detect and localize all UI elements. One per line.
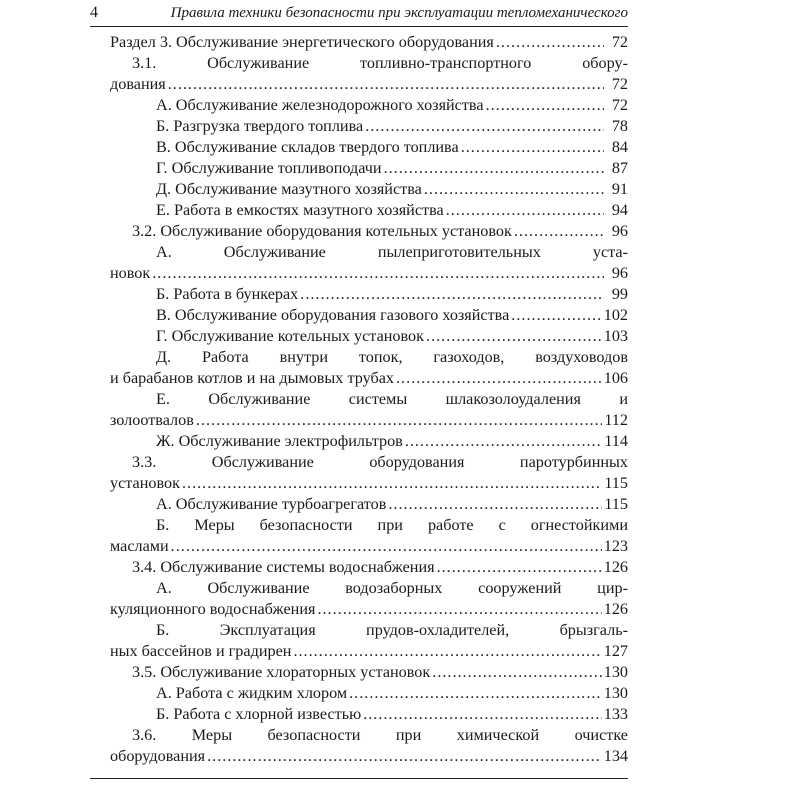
toc-entry-text: А. Обслуживание водозаборных сооружений цир- — [156, 579, 628, 597]
toc-entry-text: дования — [110, 75, 166, 93]
toc-entry — [156, 179, 628, 199]
toc-entry-page: 96 — [611, 222, 628, 240]
toc-entry-page: 130 — [603, 684, 628, 702]
toc-entry-page: 127 — [603, 642, 628, 660]
toc-entry — [156, 284, 628, 304]
toc-entry-page: 96 — [611, 264, 628, 282]
leader-dots — [300, 284, 604, 304]
toc-entry-text: В. Обслуживание складов твердого топлива — [156, 138, 459, 156]
toc-entry-page: 106 — [603, 369, 628, 387]
toc-entry-page: 87 — [611, 159, 628, 177]
toc-entry-text: Б. Работа с хлорной известью — [156, 705, 362, 723]
toc-entry-text: Ж. Обслуживание электрофильтров — [156, 432, 403, 450]
toc-entry-text: Б. Эксплуатация прудов-охладителей, брызгаль- — [156, 621, 628, 639]
toc-entry-page: 130 — [603, 663, 628, 681]
toc-entry-page: 126 — [603, 558, 628, 576]
toc-entry — [110, 74, 628, 94]
toc-entry-text: Раздел 3. Обслуживание энергетического оборудования — [110, 33, 494, 51]
toc-entry — [156, 95, 628, 115]
toc-entry-text: 3.4. Обслуживание системы водоснабжения — [132, 558, 435, 576]
toc-entry-page: 126 — [603, 600, 628, 618]
bottom-divider — [90, 778, 628, 779]
toc-entry — [156, 158, 628, 178]
toc-entry-text: А. Обслуживание турбоагрегатов — [156, 495, 387, 513]
leader-dots — [405, 431, 603, 451]
leader-dots — [424, 179, 604, 199]
toc-entry-text: А. Обслуживание пылеприготовительных уста- — [156, 243, 628, 261]
toc-entry — [110, 641, 628, 661]
leader-dots — [171, 536, 602, 556]
leader-dots — [446, 200, 604, 220]
toc-entry-text: золоотвалов — [110, 411, 194, 429]
toc-entry-page: 84 — [611, 138, 628, 156]
leader-dots — [426, 326, 602, 346]
toc-entry — [156, 515, 628, 535]
toc-entry-text: ных бассейнов и градирен — [110, 642, 292, 660]
toc-entry — [132, 662, 628, 682]
toc-entry — [156, 305, 628, 325]
toc-entry-text: А. Обслуживание железнодорожного хозяйства — [156, 96, 484, 114]
toc-entry — [132, 221, 628, 241]
leader-dots — [486, 95, 604, 115]
toc-entry-page: 72 — [611, 96, 628, 114]
leader-dots — [168, 74, 604, 94]
leader-dots — [461, 137, 604, 157]
toc-entry — [110, 410, 628, 430]
page-header — [90, 2, 628, 27]
leader-dots — [432, 662, 601, 682]
toc-entry — [156, 494, 628, 514]
toc-entry-text: Г. Обслуживание котельных установок — [156, 327, 425, 345]
leader-dots — [388, 494, 602, 514]
toc-entry — [156, 326, 628, 346]
toc-entry-text: новок — [110, 264, 151, 282]
toc-entry — [110, 368, 628, 388]
toc-entry-page: 115 — [604, 474, 628, 492]
toc-entry-text: Б. Меры безопасности при работе с огнестойкими — [156, 516, 628, 534]
toc-entry — [156, 242, 628, 262]
toc-entry — [156, 620, 628, 640]
toc-entry-page: 134 — [603, 747, 628, 765]
toc-entry — [156, 704, 628, 724]
toc-entry — [110, 746, 628, 766]
toc-entry — [156, 116, 628, 136]
leader-dots — [437, 557, 602, 577]
leader-dots — [293, 641, 601, 661]
leader-dots — [384, 158, 604, 178]
toc-entry — [110, 263, 628, 283]
toc-entry-page: 123 — [603, 537, 628, 555]
toc-entry — [132, 53, 628, 73]
leader-dots — [363, 704, 602, 724]
leader-dots — [207, 746, 602, 766]
toc-entry-page: 99 — [611, 285, 628, 303]
toc-entry-page: 91 — [611, 180, 628, 198]
toc-entry-page: 94 — [611, 201, 628, 219]
leader-dots — [396, 368, 602, 388]
page-number: 4 — [90, 4, 98, 21]
toc-entry-text: 3.3. Обслуживание оборудования паротурбинных — [132, 453, 628, 471]
toc-entry-text: Д. Работа внутри топок, газоходов, воздуховодов — [156, 348, 628, 366]
toc-entry — [156, 578, 628, 598]
toc-entry-page: 114 — [604, 432, 628, 450]
toc-entry — [156, 431, 628, 451]
leader-dots — [349, 683, 602, 703]
toc-entry — [156, 137, 628, 157]
leader-dots — [496, 32, 604, 52]
toc-entry — [156, 683, 628, 703]
leader-dots — [182, 473, 602, 493]
toc-entry-page: 103 — [603, 327, 628, 345]
leader-dots — [514, 221, 604, 241]
toc-entry — [156, 347, 628, 367]
toc-entry-page: 78 — [611, 117, 628, 135]
leader-dots — [152, 263, 604, 283]
toc-entry — [110, 32, 628, 52]
leader-dots — [365, 116, 604, 136]
toc-entry — [110, 536, 628, 556]
leader-dots — [511, 305, 601, 325]
toc-entry-page: 102 — [603, 306, 628, 324]
toc-entry-text: В. Обслуживание оборудования газового хозяйства — [156, 306, 510, 324]
toc-entry-text: Г. Обслуживание топливоподачи — [156, 159, 382, 177]
toc-entry-page: 72 — [611, 75, 628, 93]
toc-entry-text: куляционного водоснабжения — [110, 600, 316, 618]
toc-entry-text: Д. Обслуживание мазутного хозяйства — [156, 180, 422, 198]
toc-entry-text: маслами — [110, 537, 169, 555]
toc-entry-text: А. Работа с жидким хлором — [156, 684, 348, 702]
toc-entry-text: 3.5. Обслуживание хлораторных установок — [132, 663, 431, 681]
toc-entry — [156, 389, 628, 409]
leader-dots — [196, 410, 602, 430]
toc-entry-text: Б. Разгрузка твердого топлива — [156, 117, 364, 135]
toc-entry — [110, 473, 628, 493]
toc-entry-text: 3.6. Меры безопасности при химической очистке — [132, 726, 628, 744]
toc-entry-text: Е. Обслуживание системы шлакозолоудаления и — [156, 390, 628, 408]
toc-entry — [110, 599, 628, 619]
toc-entry — [132, 557, 628, 577]
toc-entry-text: оборудования — [110, 747, 206, 765]
toc-entry — [132, 452, 628, 472]
toc-entry-text: и барабанов котлов и на дымовых трубах — [110, 369, 394, 387]
toc-entry-text: установок — [110, 474, 180, 492]
running-title: Правила техники безопасности при эксплуатации тепломеханического — [170, 5, 628, 21]
toc-entry-page: 115 — [604, 495, 628, 513]
toc-entry-page: 72 — [611, 33, 628, 51]
toc-entry — [156, 200, 628, 220]
toc-entry-page: 112 — [604, 411, 628, 429]
toc-entry-text: 3.1. Обслуживание топливно-транспортного обору- — [132, 54, 628, 72]
leader-dots — [317, 599, 601, 619]
toc-entry-text: 3.2. Обслуживание оборудования котельных установок — [132, 222, 512, 240]
toc-entry-page: 133 — [603, 705, 628, 723]
toc-entry-text: Е. Работа в емкостях мазутного хозяйства — [156, 201, 444, 219]
toc-entry-text: Б. Работа в бункерах — [156, 285, 299, 303]
toc-entry — [132, 725, 628, 745]
